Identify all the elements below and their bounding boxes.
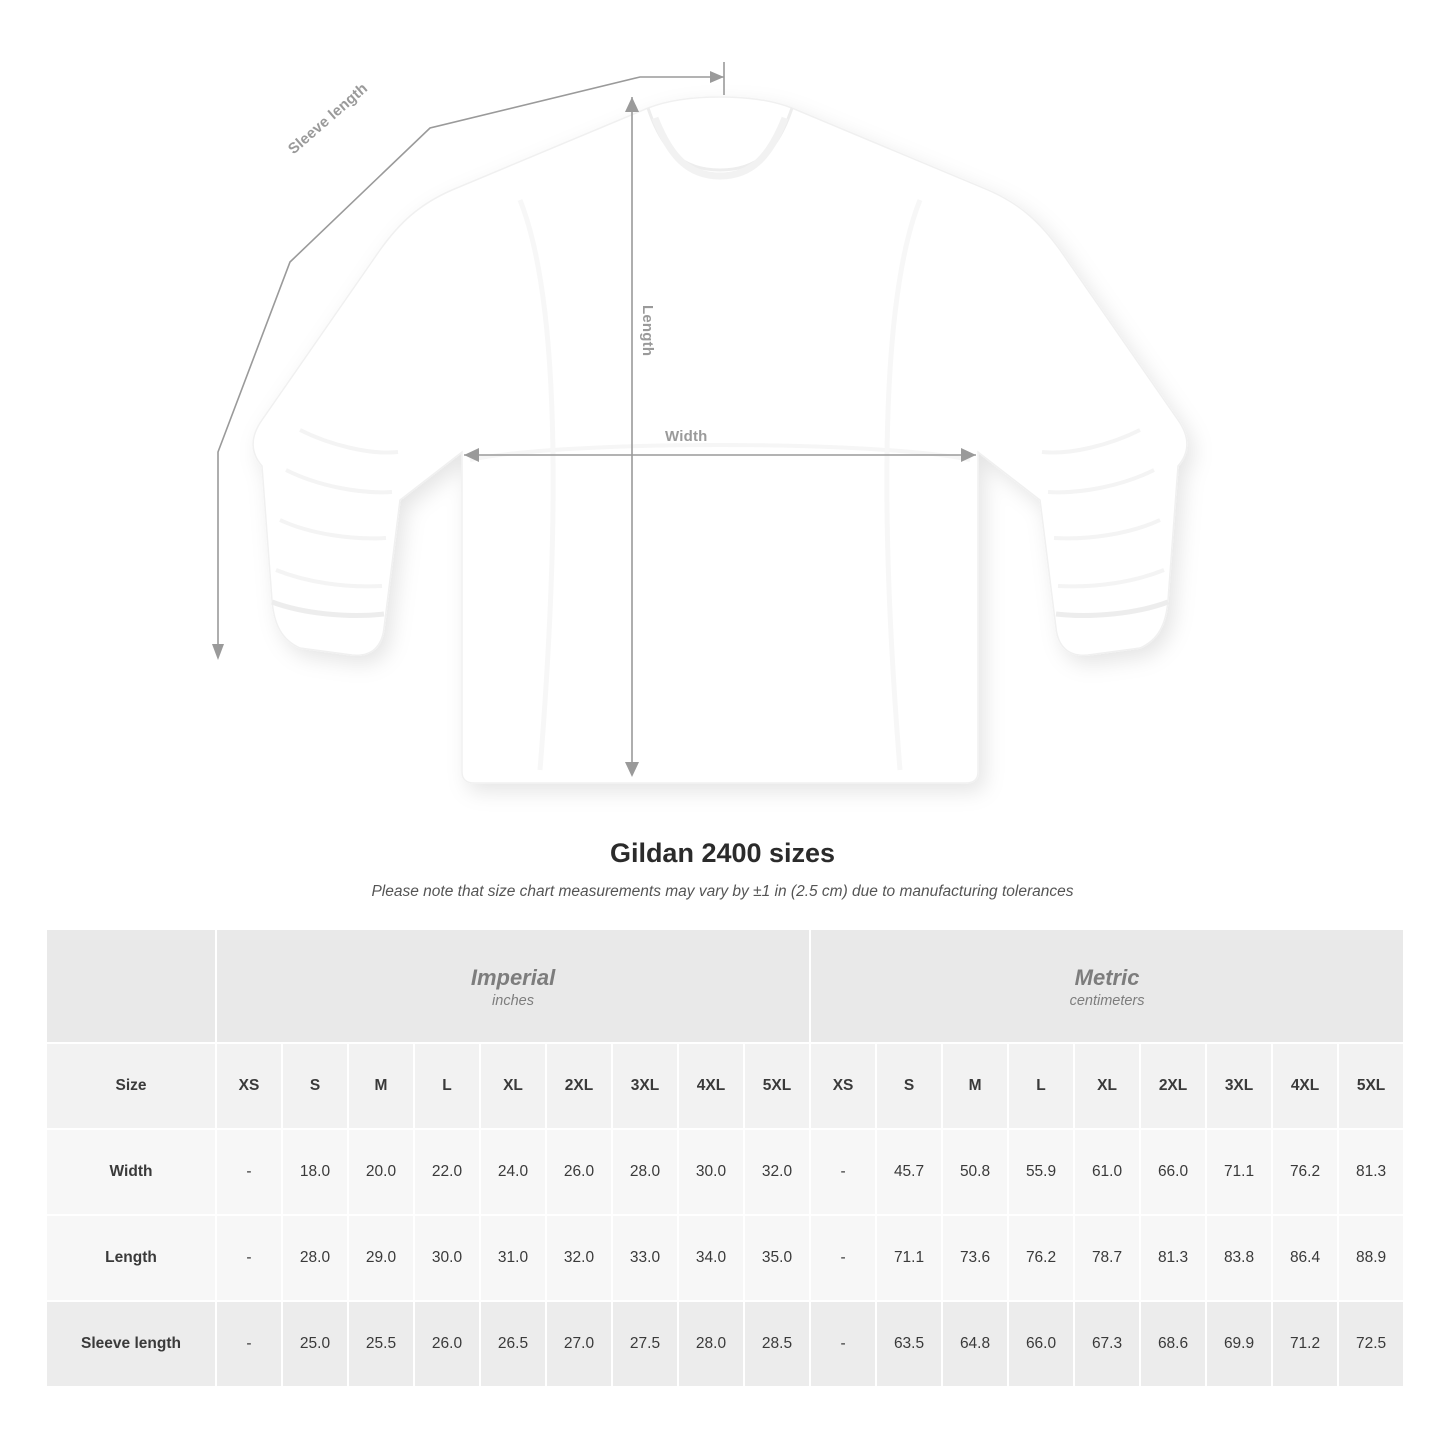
cell-sleeve-imperial-4xl: 28.0 bbox=[678, 1301, 744, 1387]
cell-width-imperial-3xl: 28.0 bbox=[612, 1129, 678, 1215]
cell-length-imperial-4xl: 34.0 bbox=[678, 1215, 744, 1301]
table-row bbox=[46, 1215, 1404, 1301]
column-header-metric-s: S bbox=[876, 1043, 942, 1129]
column-header-metric-4xl: 4XL bbox=[1272, 1043, 1338, 1129]
column-header-imperial-s: S bbox=[282, 1043, 348, 1129]
tolerance-note: Please note that size chart measurements may vary by ±1 in (2.5 cm) due to manufacturing tolerances bbox=[371, 883, 1074, 900]
column-header-metric-m: M bbox=[942, 1043, 1008, 1129]
cell-sleeve-imperial-2xl: 27.0 bbox=[546, 1301, 612, 1387]
width-dimension-label: Width bbox=[665, 428, 708, 445]
cell-width-metric-xl: 61.0 bbox=[1074, 1129, 1140, 1215]
cell-width-metric-l: 55.9 bbox=[1008, 1129, 1074, 1215]
cell-width-metric-3xl: 71.1 bbox=[1206, 1129, 1272, 1215]
size-table-wrap bbox=[45, 928, 1400, 1388]
column-header-imperial-2xl: 2XL bbox=[546, 1043, 612, 1129]
cell-length-imperial-s: 28.0 bbox=[282, 1215, 348, 1301]
cell-length-metric-3xl: 83.8 bbox=[1206, 1215, 1272, 1301]
cell-sleeve-imperial-xl: 26.5 bbox=[480, 1301, 546, 1387]
cell-length-imperial-2xl: 32.0 bbox=[546, 1215, 612, 1301]
cell-sleeve-imperial-5xl: 28.5 bbox=[744, 1301, 810, 1387]
row-label-sleeve-length: Sleeve length bbox=[46, 1301, 216, 1387]
cell-length-metric-xl: 78.7 bbox=[1074, 1215, 1140, 1301]
unit-group-metric-name: Metric bbox=[1074, 965, 1140, 991]
cell-width-imperial-xl: 24.0 bbox=[480, 1129, 546, 1215]
cell-width-imperial-xs: - bbox=[216, 1129, 282, 1215]
unit-group-imperial-sub: inches bbox=[492, 992, 534, 1009]
column-header-imperial-m: M bbox=[348, 1043, 414, 1129]
unit-header-row bbox=[46, 929, 1404, 1043]
length-dimension-label: Length bbox=[639, 305, 656, 357]
cell-width-imperial-2xl: 26.0 bbox=[546, 1129, 612, 1215]
cell-width-metric-m: 50.8 bbox=[942, 1129, 1008, 1215]
column-header-metric-xl: XL bbox=[1074, 1043, 1140, 1129]
column-header-metric-l: L bbox=[1008, 1043, 1074, 1129]
column-header-metric-xs: XS bbox=[810, 1043, 876, 1129]
size-header-row bbox=[46, 1043, 1404, 1129]
table-row bbox=[46, 1129, 1404, 1215]
cell-sleeve-imperial-s: 25.0 bbox=[282, 1301, 348, 1387]
cell-width-imperial-4xl: 30.0 bbox=[678, 1129, 744, 1215]
cell-length-imperial-m: 29.0 bbox=[348, 1215, 414, 1301]
column-header-imperial-3xl: 3XL bbox=[612, 1043, 678, 1129]
cell-sleeve-metric-4xl: 71.2 bbox=[1272, 1301, 1338, 1387]
unit-group-imperial bbox=[216, 929, 810, 1043]
column-header-imperial-xl: XL bbox=[480, 1043, 546, 1129]
cell-length-imperial-5xl: 35.0 bbox=[744, 1215, 810, 1301]
cell-sleeve-imperial-m: 25.5 bbox=[348, 1301, 414, 1387]
unit-group-metric bbox=[810, 929, 1404, 1043]
cell-sleeve-metric-s: 63.5 bbox=[876, 1301, 942, 1387]
column-header-size: Size bbox=[46, 1043, 216, 1129]
cell-length-metric-5xl: 88.9 bbox=[1338, 1215, 1404, 1301]
cell-sleeve-metric-3xl: 69.9 bbox=[1206, 1301, 1272, 1387]
cell-sleeve-imperial-3xl: 27.5 bbox=[612, 1301, 678, 1387]
cell-sleeve-metric-l: 66.0 bbox=[1008, 1301, 1074, 1387]
cell-length-metric-m: 73.6 bbox=[942, 1215, 1008, 1301]
table-row bbox=[46, 1301, 1404, 1387]
column-header-imperial-4xl: 4XL bbox=[678, 1043, 744, 1129]
cell-length-metric-s: 71.1 bbox=[876, 1215, 942, 1301]
cell-length-metric-4xl: 86.4 bbox=[1272, 1215, 1338, 1301]
cell-sleeve-imperial-xs: - bbox=[216, 1301, 282, 1387]
cell-length-imperial-l: 30.0 bbox=[414, 1215, 480, 1301]
cell-width-metric-4xl: 76.2 bbox=[1272, 1129, 1338, 1215]
column-header-metric-3xl: 3XL bbox=[1206, 1043, 1272, 1129]
page-title: Gildan 2400 sizes bbox=[609, 838, 836, 868]
cell-sleeve-metric-xl: 67.3 bbox=[1074, 1301, 1140, 1387]
chart-title-block bbox=[0, 838, 1445, 901]
cell-length-imperial-xl: 31.0 bbox=[480, 1215, 546, 1301]
cell-length-metric-xs: - bbox=[810, 1215, 876, 1301]
cell-width-imperial-l: 22.0 bbox=[414, 1129, 480, 1215]
cell-sleeve-metric-5xl: 72.5 bbox=[1338, 1301, 1404, 1387]
cell-width-metric-2xl: 66.0 bbox=[1140, 1129, 1206, 1215]
cell-length-imperial-xs: - bbox=[216, 1215, 282, 1301]
column-header-imperial-5xl: 5XL bbox=[744, 1043, 810, 1129]
row-label-width: Width bbox=[46, 1129, 216, 1215]
cell-length-metric-2xl: 81.3 bbox=[1140, 1215, 1206, 1301]
cell-width-imperial-5xl: 32.0 bbox=[744, 1129, 810, 1215]
cell-sleeve-metric-2xl: 68.6 bbox=[1140, 1301, 1206, 1387]
cell-length-metric-l: 76.2 bbox=[1008, 1215, 1074, 1301]
column-header-imperial-xs: XS bbox=[216, 1043, 282, 1129]
cell-sleeve-metric-xs: - bbox=[810, 1301, 876, 1387]
column-header-imperial-l: L bbox=[414, 1043, 480, 1129]
cell-length-imperial-3xl: 33.0 bbox=[612, 1215, 678, 1301]
column-header-metric-5xl: 5XL bbox=[1338, 1043, 1404, 1129]
size-chart-table bbox=[45, 928, 1405, 1388]
cell-width-metric-s: 45.7 bbox=[876, 1129, 942, 1215]
cell-sleeve-imperial-l: 26.0 bbox=[414, 1301, 480, 1387]
unit-group-imperial-name: Imperial bbox=[470, 965, 556, 991]
cell-width-imperial-m: 20.0 bbox=[348, 1129, 414, 1215]
sleeve-length-dimension-label: Sleeve length bbox=[285, 79, 372, 158]
cell-sleeve-metric-m: 64.8 bbox=[942, 1301, 1008, 1387]
unit-header-spacer bbox=[46, 929, 216, 1043]
unit-group-metric-sub: centimeters bbox=[1069, 992, 1145, 1009]
column-header-metric-2xl: 2XL bbox=[1140, 1043, 1206, 1129]
cell-width-metric-5xl: 81.3 bbox=[1338, 1129, 1404, 1215]
row-label-length: Length bbox=[46, 1215, 216, 1301]
cell-width-metric-xs: - bbox=[810, 1129, 876, 1215]
cell-width-imperial-s: 18.0 bbox=[282, 1129, 348, 1215]
